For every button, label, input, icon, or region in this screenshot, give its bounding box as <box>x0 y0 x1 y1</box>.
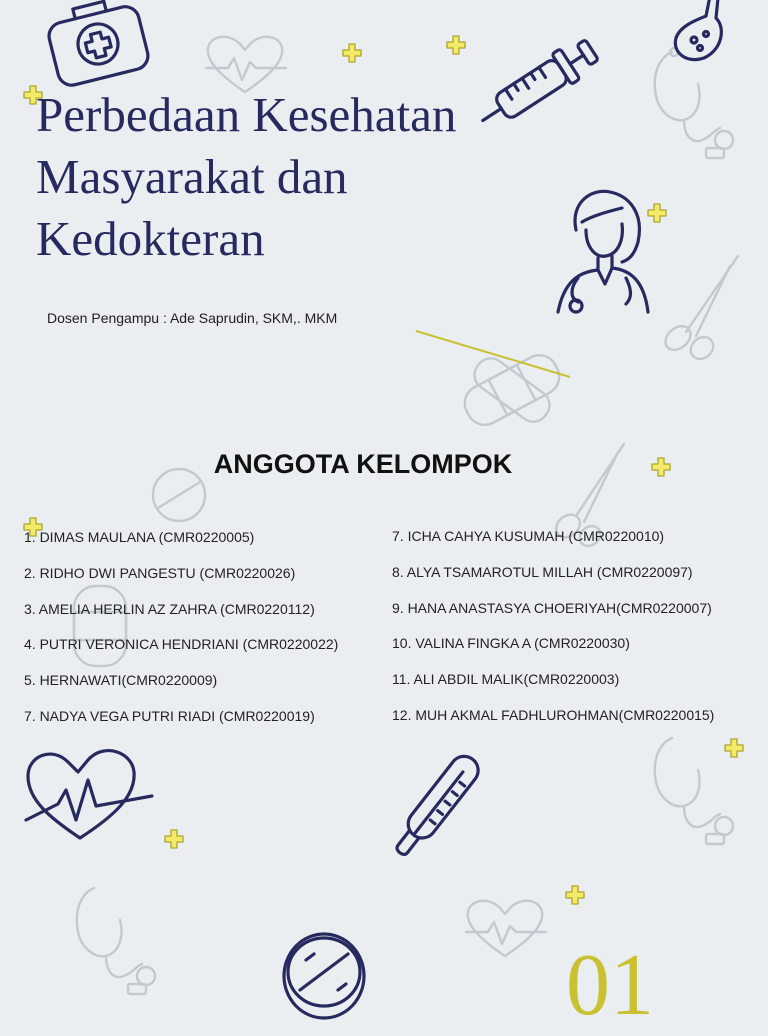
member-item: 7. ICHA CAHYA KUSUMAH (CMR0220010) <box>392 528 665 544</box>
members-list-left <box>24 528 338 743</box>
member-item: 3. AMELIA HERLIN AZ ZAHRA (CMR0220112) <box>24 600 315 617</box>
member-item: 11. ALI ABDIL MALIK(CMR0220003) <box>392 671 620 688</box>
members-heading: ANGGOTA KELOMPOK <box>213 449 513 479</box>
slide-title-line: Masyarakat dan <box>36 149 348 204</box>
plus-icon <box>646 202 668 224</box>
flask-icon <box>664 0 744 66</box>
nurse-icon <box>548 186 660 320</box>
plus-icon <box>564 884 586 906</box>
plus-icon <box>341 42 363 64</box>
faint-heart-icon <box>460 892 550 962</box>
syringe-icon <box>464 28 614 140</box>
first-aid-kit-icon <box>42 0 154 88</box>
slide-number: 01 <box>566 937 654 1034</box>
member-item: 12. MUH AKMAL FADHLUROHMAN(CMR0220015) <box>392 706 715 723</box>
member-item: 7. NADYA VEGA PUTRI RIADI (CMR0220019) <box>24 707 315 724</box>
slide-title <box>36 84 456 270</box>
member-item: 5. HERNAWATI(CMR0220009) <box>24 672 218 689</box>
lecturer-text: Dosen Pengampu : Ade Saprudin, SKM,. MKM <box>47 310 338 326</box>
member-item: 9. HANA ANASTASYA CHOERIYAH(CMR0220007) <box>392 599 712 616</box>
faint-stethoscope-icon <box>62 880 162 1000</box>
slide-title-line: Perbedaan Kesehatan <box>36 87 457 142</box>
member-item: 8. ALYA TSAMAROTUL MILLAH (CMR0220097) <box>392 563 693 580</box>
member-item: 2. RIDHO DWI PANGESTU (CMR0220026) <box>24 564 296 581</box>
member-item: 4. PUTRI VERONICA HENDRIANI (CMR0220022) <box>24 636 339 653</box>
pill-icon <box>278 926 370 1022</box>
thermometer-icon <box>380 744 490 868</box>
members-list-right <box>392 527 714 742</box>
heartbeat-icon <box>22 744 158 848</box>
plus-icon <box>723 737 745 759</box>
faint-bandage-icon <box>456 340 568 440</box>
faint-scissors-icon <box>652 252 748 364</box>
slide-title-line: Kedokteran <box>36 211 265 266</box>
member-item: 1. DIMAS MAULANA (CMR0220005) <box>24 529 255 545</box>
plus-icon <box>163 828 185 850</box>
plus-icon <box>445 34 467 56</box>
member-item: 10. VALINA FINGKA A (CMR0220030) <box>392 635 630 652</box>
